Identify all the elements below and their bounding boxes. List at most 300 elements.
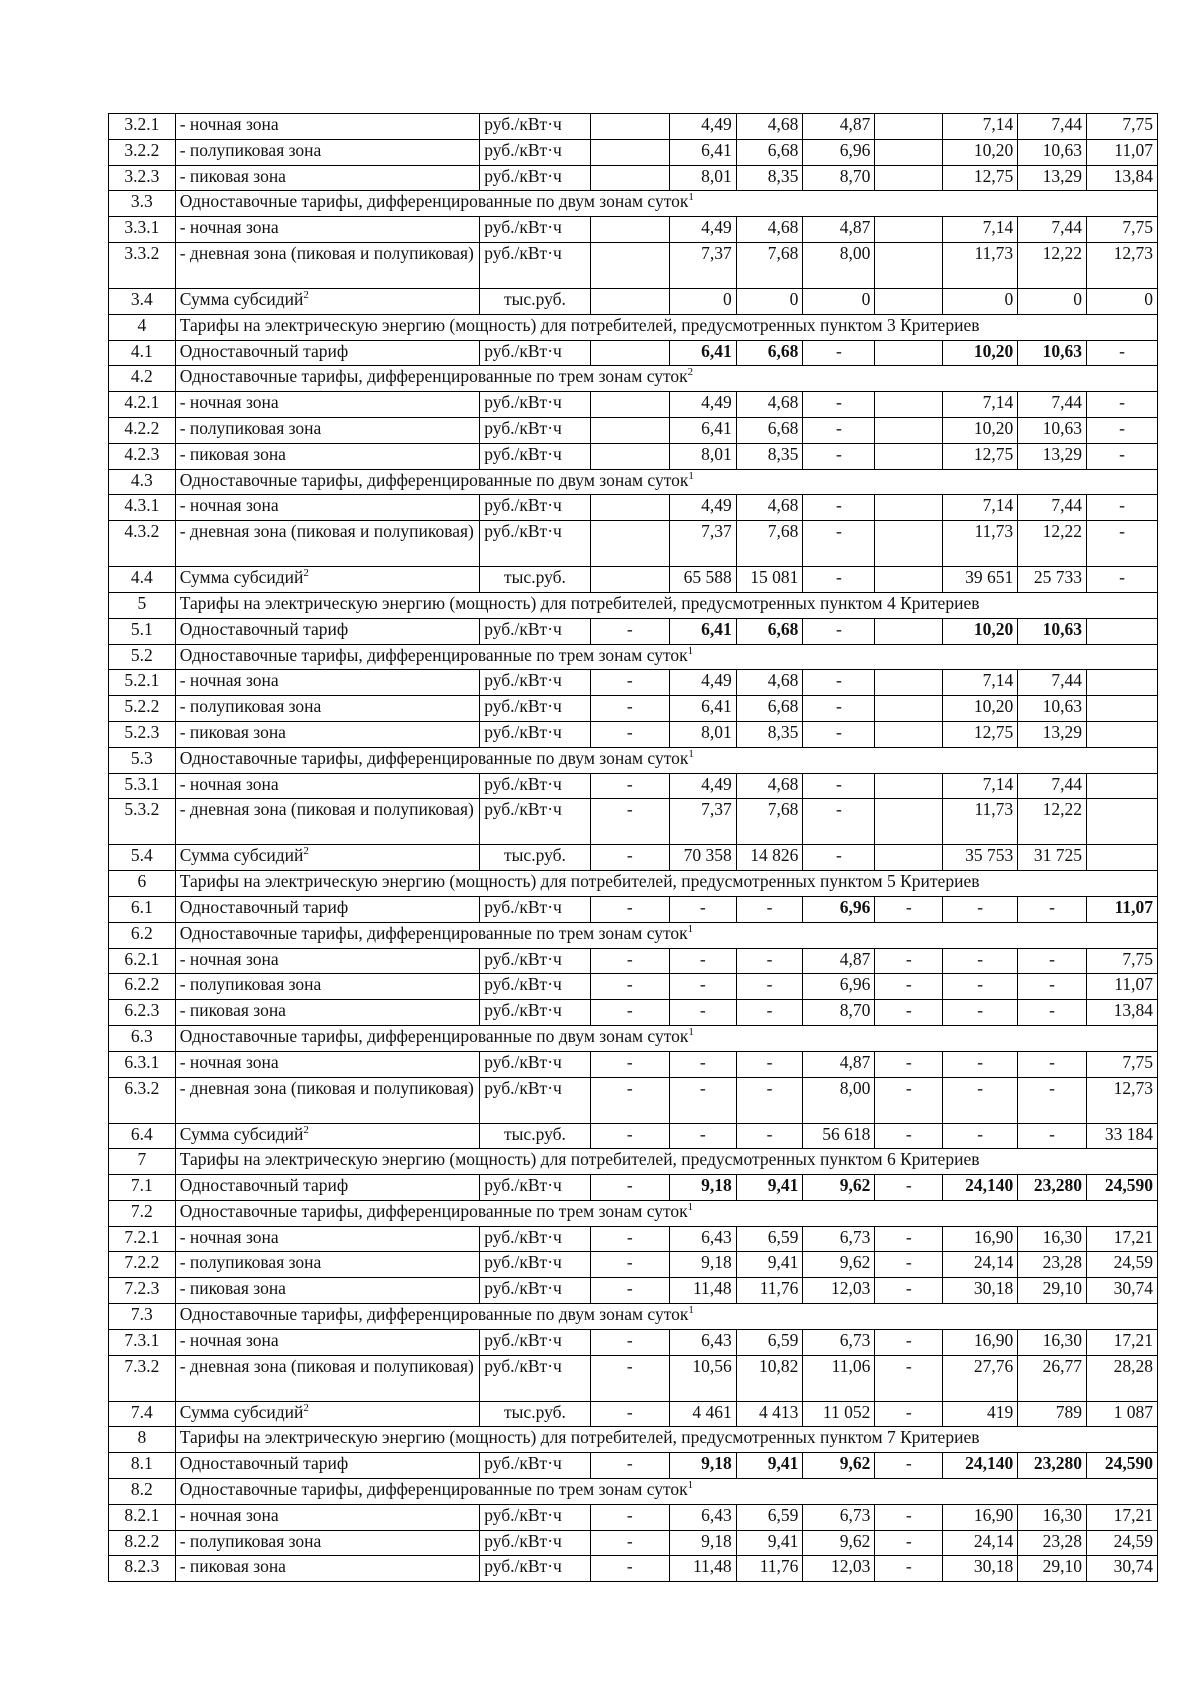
value-cell-text: -: [626, 618, 633, 639]
section-title-text: Одноставочные тарифы, дифференцированные по трем зонам суток: [179, 922, 688, 943]
value-cell: [803, 114, 875, 140]
value-cell-text: -: [626, 721, 633, 742]
table-row: [109, 1077, 1158, 1123]
row-unit-text: руб./кВт·ч: [484, 340, 562, 361]
value-cell-text: 13,84: [1113, 1000, 1153, 1021]
value-cell-text: -: [699, 1123, 706, 1144]
value-cell: [1018, 696, 1087, 722]
value-cell: [590, 1051, 669, 1077]
value-cell: [803, 567, 875, 593]
value-cell: [1018, 1000, 1087, 1026]
value-cell-text: 7,44: [1051, 114, 1082, 134]
value-cell: [1018, 1123, 1087, 1149]
value-cell: [669, 773, 736, 799]
value-cell: [803, 1252, 875, 1278]
value-cell-text: 6,73: [839, 1329, 871, 1350]
row-number-text: 7.4: [130, 1401, 153, 1422]
value-cell: [590, 217, 669, 243]
value-cell-text: 4,68: [767, 773, 799, 794]
table-row: [109, 670, 1158, 696]
section-title-text: Тарифы на электрическую энергию (мощность) для потребителей, предусмотренных пунктом 7 Критериев: [179, 1427, 980, 1448]
value-cell-text: -: [905, 1401, 912, 1422]
value-cell-text: 12,03: [830, 1278, 871, 1299]
value-cell: [590, 392, 669, 418]
value-cell-text: 13,29: [1042, 443, 1082, 464]
row-name: [175, 217, 479, 243]
row-name-text: - пиковая зона: [179, 721, 286, 742]
row-number-text: 3.3.1: [124, 217, 160, 238]
row-unit-text: руб./кВт·ч: [484, 696, 562, 717]
value-cell: [590, 1355, 669, 1401]
value-cell-text: -: [1119, 340, 1125, 361]
row-unit-text: руб./кВт·ч: [484, 1226, 562, 1247]
section-header-row: [109, 922, 1158, 948]
value-cell: [875, 773, 943, 799]
row-number-text: 8.2: [130, 1479, 153, 1500]
row-name-text: - дневная зона (пиковая и полупиковая): [179, 242, 474, 263]
value-cell-text: 7,75: [1122, 114, 1153, 134]
value-cell: [1087, 896, 1158, 922]
table-row: [109, 896, 1158, 922]
value-cell-text: 8,00: [839, 1077, 871, 1098]
value-cell: [736, 974, 803, 1000]
value-cell: [736, 1401, 803, 1427]
table-row: [109, 288, 1158, 314]
value-cell: [669, 495, 736, 521]
section-header-row: [109, 1149, 1158, 1175]
value-cell-text: 9,62: [839, 1175, 871, 1196]
value-cell-text: 9,41: [767, 1453, 799, 1474]
value-cell-text: -: [835, 340, 842, 361]
value-cell: [590, 721, 669, 747]
section-header-row: [109, 469, 1158, 495]
value-cell: [943, 1051, 1018, 1077]
value-cell: [669, 1401, 736, 1427]
value-cell: [736, 1077, 803, 1123]
row-number-text: 5.2.2: [124, 696, 160, 717]
value-cell-text: 9,62: [839, 1453, 871, 1474]
value-cell: [669, 1556, 736, 1582]
value-cell-text: 7,68: [767, 242, 799, 263]
value-cell: [736, 495, 803, 521]
section-header-row: [109, 314, 1158, 340]
row-unit: [480, 1175, 591, 1201]
value-cell: [943, 1226, 1018, 1252]
value-cell-text: -: [835, 618, 842, 639]
value-cell: [803, 392, 875, 418]
value-cell: [1087, 417, 1158, 443]
row-name: [175, 392, 479, 418]
value-cell-text: 35 753: [965, 845, 1014, 866]
row-number-text: 4.2.2: [124, 417, 160, 438]
value-cell: [669, 242, 736, 288]
value-cell-text: -: [835, 417, 842, 438]
row-unit: [480, 773, 591, 799]
row-name-text: - дневная зона (пиковая и полупиковая): [179, 1355, 474, 1376]
value-cell-text: 8,01: [701, 443, 732, 464]
value-cell-text: 4,49: [701, 670, 732, 691]
footnote-marker: 1: [687, 644, 694, 657]
value-cell-text: 6,68: [767, 139, 799, 160]
row-number-text: 8: [137, 1427, 147, 1448]
value-cell-text: -: [905, 1355, 912, 1376]
value-cell: [943, 1504, 1018, 1530]
value-cell: [1018, 1252, 1087, 1278]
row-name-text: Сумма субсидий: [179, 845, 304, 866]
row-number-text: 6.3.2: [124, 1077, 160, 1098]
value-cell: [875, 495, 943, 521]
value-cell-text: -: [1119, 392, 1125, 413]
value-cell: [875, 139, 943, 165]
value-cell: [875, 845, 943, 871]
row-number: [109, 1200, 176, 1226]
row-unit: [480, 495, 591, 521]
value-cell: [669, 1000, 736, 1026]
value-cell: [803, 896, 875, 922]
value-cell-text: -: [626, 1401, 633, 1422]
row-number: [109, 1123, 176, 1149]
value-cell-text: -: [626, 1000, 633, 1021]
value-cell-text: 10,63: [1042, 618, 1082, 639]
table-row: [109, 165, 1158, 191]
value-cell-text: -: [977, 896, 984, 917]
row-unit-text: тыс.руб.: [504, 1123, 566, 1144]
row-number-text: 7.3.1: [124, 1329, 160, 1350]
value-cell-text: 11,07: [1114, 139, 1153, 160]
value-cell: [1018, 896, 1087, 922]
row-name-text: Одноставочный тариф: [179, 340, 349, 361]
value-cell-text: 15 081: [750, 567, 799, 588]
value-cell: [875, 1556, 943, 1582]
value-cell-text: -: [766, 1051, 773, 1072]
value-cell: [803, 1530, 875, 1556]
footnote-marker: 2: [303, 289, 309, 302]
row-name: [175, 1252, 479, 1278]
value-cell-text: -: [835, 567, 842, 588]
value-cell-text: 4,68: [767, 670, 799, 691]
section-title: [175, 1427, 1157, 1453]
value-cell: [669, 799, 736, 845]
value-cell: [590, 567, 669, 593]
value-cell: [943, 845, 1018, 871]
value-cell-text: 29,10: [1042, 1556, 1082, 1577]
value-cell: [1018, 443, 1087, 469]
value-cell-text: -: [835, 392, 842, 413]
value-cell: [875, 521, 943, 567]
value-cell: [875, 1329, 943, 1355]
value-cell: [1087, 1401, 1158, 1427]
row-number: [109, 1025, 176, 1051]
row-unit: [480, 696, 591, 722]
row-name-text: - ночная зона: [179, 1226, 279, 1247]
value-cell-text: 9,18: [701, 1252, 732, 1273]
value-cell-text: -: [977, 1000, 984, 1021]
row-unit-text: руб./кВт·ч: [484, 1051, 562, 1072]
value-cell: [590, 1530, 669, 1556]
value-cell-text: 8,35: [767, 443, 799, 464]
row-name-text: Сумма субсидий: [179, 567, 304, 588]
row-name-text: - дневная зона (пиковая и полупиковая): [179, 1077, 474, 1098]
section-title-text: Одноставочные тарифы, дифференцированные по трем зонам суток: [179, 1479, 688, 1500]
value-cell-text: 29,10: [1042, 1278, 1082, 1299]
row-name: [175, 1504, 479, 1530]
row-name-text: - ночная зона: [179, 1329, 279, 1350]
row-number-text: 5.3.2: [124, 799, 160, 820]
value-cell: [736, 288, 803, 314]
value-cell-text: 10,63: [1042, 340, 1082, 361]
row-name-text: - дневная зона (пиковая и полупиковая): [179, 521, 474, 542]
value-cell: [1018, 1556, 1087, 1582]
row-name-text: - полупиковая зона: [179, 139, 322, 160]
row-name-text: Одноставочный тариф: [179, 1453, 349, 1474]
section-title: [175, 747, 1157, 773]
value-cell: [590, 288, 669, 314]
section-header-row: [109, 366, 1158, 392]
value-cell-text: 11,73: [974, 521, 1014, 542]
section-title-text: Одноставочные тарифы, дифференцированные по двум зонам суток: [179, 469, 689, 490]
value-cell: [1087, 773, 1158, 799]
value-cell: [736, 165, 803, 191]
row-unit: [480, 1504, 591, 1530]
value-cell: [736, 340, 803, 366]
table-row: [109, 392, 1158, 418]
row-unit: [480, 1252, 591, 1278]
row-number-text: 6.4: [130, 1123, 153, 1144]
value-cell-text: 24,140: [965, 1453, 1014, 1474]
value-cell: [1087, 618, 1158, 644]
value-cell: [1018, 288, 1087, 314]
row-unit-text: руб./кВт·ч: [484, 721, 562, 742]
row-number: [109, 618, 176, 644]
row-number-text: 8.2.1: [124, 1504, 160, 1525]
value-cell: [736, 1329, 803, 1355]
value-cell: [669, 1252, 736, 1278]
section-title: [175, 1025, 1157, 1051]
row-unit-text: руб./кВт·ч: [484, 618, 562, 639]
footnote-marker: 1: [688, 1304, 694, 1317]
row-unit-text: руб./кВт·ч: [484, 799, 562, 820]
row-number: [109, 670, 176, 696]
value-cell: [943, 670, 1018, 696]
value-cell-text: 11,73: [974, 242, 1014, 263]
value-cell: [943, 139, 1018, 165]
value-cell: [803, 1453, 875, 1479]
value-cell: [1018, 1401, 1087, 1427]
value-cell: [590, 1556, 669, 1582]
row-unit-text: руб./кВт·ч: [484, 521, 562, 542]
value-cell: [1018, 114, 1087, 140]
value-cell: [803, 1051, 875, 1077]
value-cell-text: 0: [1144, 288, 1153, 309]
row-number-text: 3.2.3: [124, 165, 160, 186]
value-cell-text: 7,75: [1122, 217, 1153, 238]
value-cell-text: 7,44: [1051, 217, 1082, 238]
value-cell: [943, 1453, 1018, 1479]
footnote-marker: 1: [688, 1026, 694, 1039]
value-cell-text: 9,62: [839, 1252, 871, 1273]
row-number-text: 8.2.3: [124, 1556, 160, 1577]
section-header-row: [109, 1304, 1158, 1330]
value-cell-text: 7,75: [1122, 948, 1153, 969]
row-number: [109, 1427, 176, 1453]
row-number: [109, 469, 176, 495]
value-cell: [875, 1530, 943, 1556]
value-cell: [803, 165, 875, 191]
value-cell-text: -: [835, 845, 842, 866]
value-cell: [943, 1077, 1018, 1123]
value-cell: [590, 1175, 669, 1201]
value-cell: [669, 1453, 736, 1479]
row-name-text: Сумма субсидий: [179, 1123, 304, 1144]
value-cell-text: 28,28: [1113, 1355, 1153, 1376]
value-cell-text: -: [1049, 974, 1055, 995]
table-row: [109, 139, 1158, 165]
row-name-text: Одноставочный тариф: [179, 618, 349, 639]
value-cell-text: 7,44: [1051, 773, 1082, 794]
value-cell-text: 11,76: [759, 1556, 799, 1577]
footnote-marker: 1: [688, 747, 694, 760]
row-unit: [480, 1077, 591, 1123]
value-cell: [590, 1226, 669, 1252]
value-cell-text: -: [905, 1226, 912, 1247]
value-cell-text: 16,90: [973, 1226, 1014, 1247]
row-name: [175, 799, 479, 845]
value-cell-text: 24,140: [965, 1175, 1014, 1196]
row-number-text: 5.2: [130, 644, 153, 665]
value-cell-text: 26,77: [1042, 1355, 1082, 1376]
value-cell-text: 4,49: [701, 495, 732, 516]
row-number: [109, 896, 176, 922]
value-cell: [803, 521, 875, 567]
value-cell-text: 6,96: [839, 974, 871, 995]
value-cell-text: 56 618: [822, 1123, 871, 1144]
row-unit: [480, 340, 591, 366]
value-cell-text: -: [905, 974, 912, 995]
value-cell-text: 10,20: [973, 139, 1014, 160]
value-cell: [1087, 242, 1158, 288]
row-unit: [480, 896, 591, 922]
value-cell: [669, 1226, 736, 1252]
row-name-text: - полупиковая зона: [179, 417, 322, 438]
value-cell: [1018, 1453, 1087, 1479]
section-header-row: [109, 592, 1158, 618]
value-cell: [736, 217, 803, 243]
value-cell: [669, 721, 736, 747]
row-number: [109, 1278, 176, 1304]
value-cell-text: 65 588: [683, 567, 732, 588]
section-title-text: Одноставочные тарифы, дифференцированные по двум зонам суток: [179, 191, 689, 212]
value-cell-text: 13,84: [1113, 165, 1153, 186]
value-cell: [590, 165, 669, 191]
value-cell: [875, 721, 943, 747]
value-cell: [875, 114, 943, 140]
footnote-marker: 1: [687, 922, 694, 935]
value-cell: [669, 1077, 736, 1123]
value-cell-text: -: [977, 974, 984, 995]
row-number-text: 4: [137, 314, 147, 335]
value-cell-text: 6,41: [701, 696, 732, 717]
row-number: [109, 217, 176, 243]
value-cell: [943, 948, 1018, 974]
row-name-text: Сумма субсидий: [179, 288, 304, 309]
value-cell-text: 10,82: [759, 1355, 799, 1376]
row-unit-text: руб./кВт·ч: [484, 1530, 562, 1551]
value-cell: [669, 521, 736, 567]
row-name-text: - пиковая зона: [179, 1000, 286, 1021]
row-unit: [480, 139, 591, 165]
value-cell: [875, 618, 943, 644]
table-row: [109, 618, 1158, 644]
value-cell-text: -: [835, 721, 842, 742]
value-cell-text: 6,73: [839, 1504, 871, 1525]
value-cell-text: 6,59: [767, 1226, 799, 1247]
value-cell: [590, 340, 669, 366]
value-cell-text: 10,63: [1042, 139, 1082, 160]
row-number-text: 7.3.2: [124, 1355, 160, 1376]
table-row: [109, 217, 1158, 243]
row-name: [175, 618, 479, 644]
row-name: [175, 948, 479, 974]
row-unit: [480, 1530, 591, 1556]
row-name-text: - ночная зона: [179, 495, 279, 516]
row-number-text: 6: [137, 871, 147, 892]
value-cell-text: 7,44: [1051, 670, 1082, 691]
value-cell: [803, 696, 875, 722]
row-number-text: 4.3.2: [124, 521, 160, 542]
value-cell: [943, 1556, 1018, 1582]
value-cell-text: 7,14: [982, 114, 1014, 134]
table-row: [109, 1252, 1158, 1278]
value-cell: [1018, 495, 1087, 521]
value-cell: [943, 1278, 1018, 1304]
row-number-text: 5.2.1: [124, 670, 160, 691]
row-name: [175, 896, 479, 922]
row-number-text: 7.2.1: [124, 1226, 160, 1247]
section-header-row: [109, 191, 1158, 217]
value-cell: [736, 1226, 803, 1252]
value-cell-text: -: [626, 1453, 633, 1474]
value-cell: [1087, 721, 1158, 747]
value-cell-text: 31 725: [1033, 845, 1082, 866]
row-name: [175, 1556, 479, 1582]
row-number-text: 7.2: [130, 1200, 153, 1221]
value-cell-text: 4 461: [692, 1401, 732, 1422]
value-cell: [736, 392, 803, 418]
value-cell: [590, 1000, 669, 1026]
value-cell-text: 17,21: [1113, 1226, 1153, 1247]
row-unit-text: руб./кВт·ч: [484, 392, 562, 413]
value-cell-text: 33 184: [1104, 1123, 1153, 1144]
row-number-text: 5.2.3: [124, 721, 160, 742]
value-cell-text: 419: [986, 1401, 1014, 1422]
value-cell-text: 27,76: [973, 1355, 1014, 1376]
value-cell-text: 6,59: [767, 1504, 799, 1525]
row-unit: [480, 1123, 591, 1149]
value-cell-text: -: [835, 521, 842, 542]
table-row: [109, 1556, 1158, 1582]
value-cell: [943, 1530, 1018, 1556]
value-cell: [736, 1504, 803, 1530]
footnote-marker: 1: [687, 1201, 694, 1214]
row-unit: [480, 1051, 591, 1077]
value-cell-text: 23,28: [1042, 1252, 1082, 1273]
footnote-marker: 2: [303, 1401, 309, 1414]
value-cell: [803, 495, 875, 521]
value-cell: [736, 773, 803, 799]
value-cell: [669, 417, 736, 443]
row-number-text: 4.2: [130, 366, 153, 387]
value-cell: [875, 1504, 943, 1530]
